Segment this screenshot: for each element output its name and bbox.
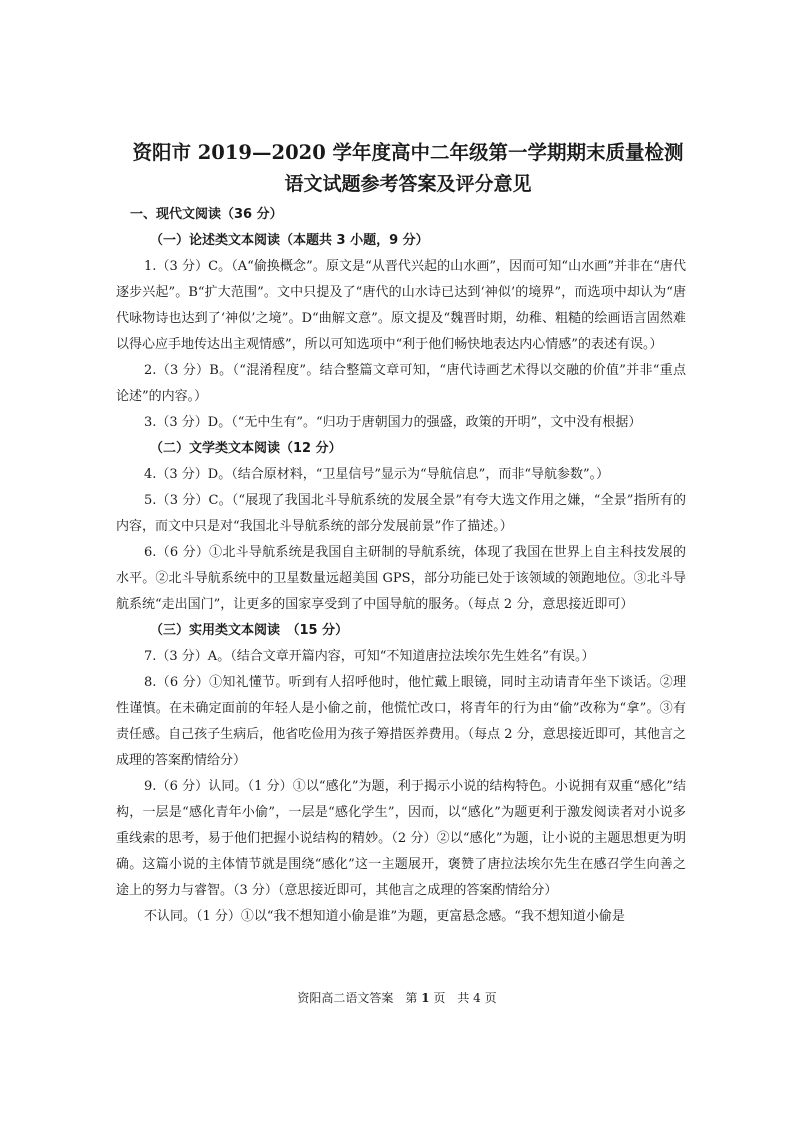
footer-suffix: 页 共 4 页 [429,991,497,1005]
answer-q3: 3.（3 分）D。（“无中生有”。“归功于唐朝国力的强盛，政策的开明”，文中没有根据） [144,415,642,430]
footer-prefix: 资阳高二语文答案 第 [297,991,422,1005]
answer-q5: 5.（3 分）C。（“展现了我国北斗导航系统的发展全景”有夸大选文作用之嫌，“全景”指所有的内容，而文中只是对“我国北斗导航系统的部分发展前景”作了描述。） [116,493,686,534]
page-footer [0,990,794,1006]
answer-q7: 7.（3 分）A。（结合文章开篇内容，可知“不知道唐拉法埃尔先生姓名”有误。） [144,649,595,664]
subsection-heading-literary: （二）文学类文本阅读（12 分） [150,441,342,456]
answer-q6: 6.（6 分）①北斗导航系统是我国自主研制的导航系统，体现了我国在世界上自主科技发展的水平。②北斗导航系统中的卫星数量远超美国 GPS，部分功能已处于该领域的领跑地位。③北斗导航系统“走出国门”，让更多的国家享受到了中国导航的服务。（每点 2 分，意思接近即可） [116,545,686,612]
answer-q9: 9.（6 分）认同。（1 分）①以“感化”为题，利于揭示小说的结构特色。小说拥有双重“感化”结构，一层是“感化青年小偷”，一层是“感化学生”，因而，以“感化”为题更利于激发阅读者对小说多重线索的思考，易于他们把握小说结构的精妙。（2 分）②以“感化”为题，让小说的主题思想更为明确。这篇小说的主体情节就是围绕“感化”这一主题展开，褒赞了唐拉法埃尔先生在感召学生向善之途上的努力与睿智。（3 分）（意思接近即可，其他言之成理的答案酌情给分） [116,779,686,898]
document-subtitle: 语文试题参考答案及评分意见 [284,173,532,195]
subsection-heading-argumentative: （一）论述类文本阅读（本题共 3 小题，9 分） [150,233,429,248]
document-title: 资阳市 2019—2020 学年度高中二年级第一学期期末质量检测 [132,141,684,164]
answer-content [116,202,686,930]
answer-q4: 4.（3 分）D。（结合原材料，“卫星信号”显示为“导航信息”，而非“导航参数”。） [144,467,610,482]
subsection-heading-practical: （三）实用类文本阅读 （15 分） [150,623,349,638]
answer-q2: 2.（3 分）B。（“混淆程度”。结合整篇文章可知，“唐代诗画艺术得以交融的价值”并非“重点论述”的内容。） [116,363,686,404]
section-heading-modern-reading: 一、现代文阅读（36 分） [130,207,283,222]
answer-q1: 1.（3 分）C。（A“偷换概念”。原文是“从晋代兴起的山水画”，因而可知“山水画”并非在“唐代逐步兴起”。B“扩大范围”。文中只提及了“唐代的山水诗已达到‘神似’的境界”，而选项中却认为“唐代咏物诗也达到了‘神似’之境”。D“曲解文意”。原文提及“魏晋时期，幼稚、粗糙的绘画语言固然难以得心应手地传达出主观情感”，所以可知选项中“利于他们畅快地表达内心情感”的表述有误。） [116,259,686,352]
answer-q9-alternative: 不认同。（1 分）①以“我不想知道小偷是谁”为题，更富悬念感。“我不想知道小偷是 [144,909,625,924]
answer-q8: 8.（6 分）①知礼懂节。听到有人招呼他时，他忙戴上眼镜，同时主动请青年坐下谈话。②理性谨慎。在未确定面前的年轻人是小偷之前，他慌忙改口，将青年的行为由“偷”改称为“拿”。③有责任感。自己孩子生病后，他省吃俭用为孩子筹措医养费用。（每点 2 分，意思接近即可，其他言之成理的答案酌情给分） [116,675,686,768]
footer-page-number: 1 [421,991,430,1005]
